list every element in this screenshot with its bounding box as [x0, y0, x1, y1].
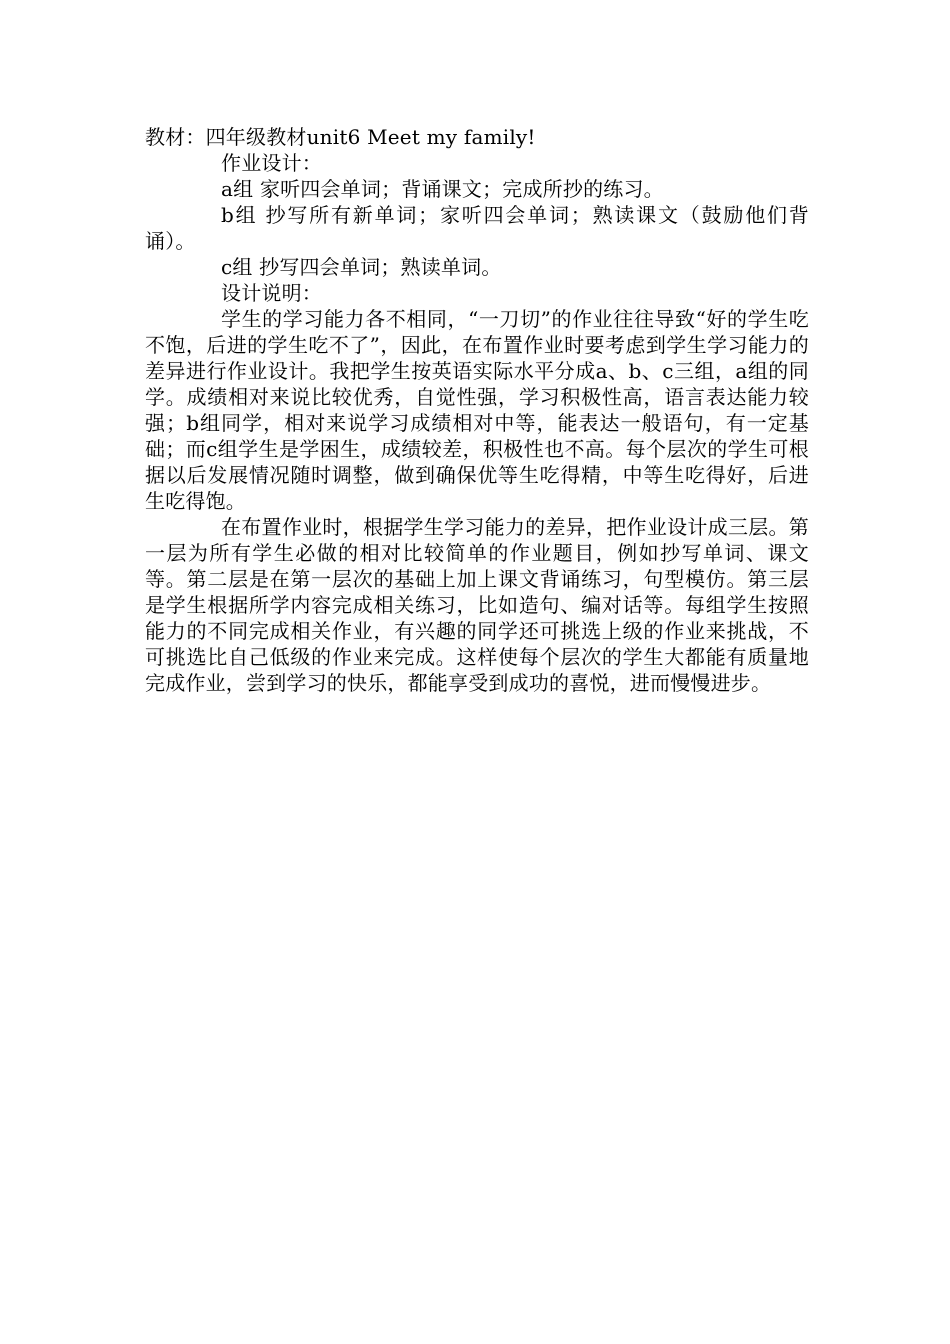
design-heading: 设计说明：	[221, 281, 322, 305]
design-paragraph-2: 在布置作业时，根据学生学习能力的差异，把作业设计成三层。第一层为所有学生必做的相对比较简单的作业题目，例如抄写单词、课文等。第二层是在第一层次的基础上加上课文背诵练习，句型模仿。第三层是学生根据所学内容完成相关练习，比如造句、编对话等。每组学生按照能力的不同完成相关作业，有兴趣的同学还可挑选上级的作业来挑战，不可挑选比自己低级的作业来完成。这样使每个层次的学生大都能有质量地完成作业，尝到学习的快乐，都能享受到成功的喜悦，进而慢慢进步。	[145, 515, 809, 695]
document-title-line: 教材：四年级教材unit6 Meet my family!	[145, 125, 536, 149]
design-paragraph-1: 学生的学习能力各不相同，“一刀切”的作业往往导致“好的学生吃不饱，后进的学生吃不了”，因此，在布置作业时要考虑到学生学习能力的差异进行作业设计。我把学生按英语实际水平分成a、b、c三组，a组的同学。成绩相对来说比较优秀，自觉性强，学习积极性高，语言表达能力较强；b组同学，相对来说学习成绩相对中等，能表达一般语句，有一定基础；而c组学生是学困生，成绩较差，积极性也不高。每个层次的学生可根据以后发展情况随时调整，做到确保优等生吃得精，中等生吃得好，后进生吃得饱。	[145, 307, 809, 513]
assignment-heading: 作业设计：	[221, 151, 322, 175]
group-c-line: c组 抄写四会单词；熟读单词。	[221, 255, 502, 279]
group-a-line: a组 家听四会单词；背诵课文；完成所抄的练习。	[221, 177, 664, 201]
document-page	[145, 124, 809, 696]
group-b-line: b组 抄写所有新单词；家听四会单词；熟读课文（鼓励他们背诵）。	[145, 203, 809, 253]
